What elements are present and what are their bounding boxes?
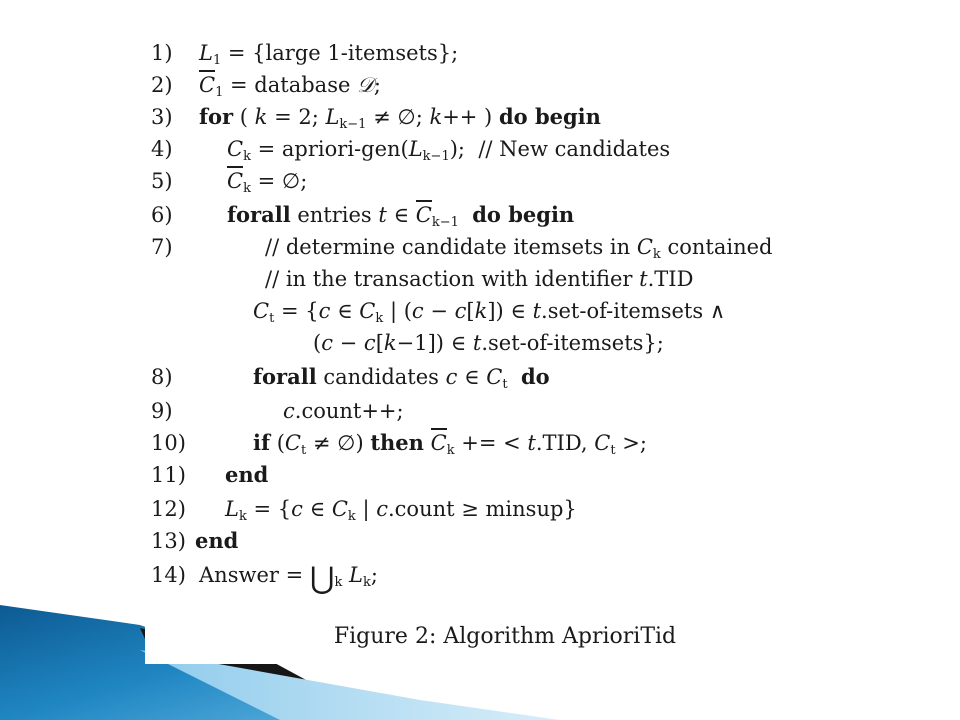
line-number: 6) (151, 203, 173, 227)
line-code: end (195, 528, 239, 553)
line-code: $C_k$ = ∅; (227, 166, 307, 196)
line-number: 10) (151, 431, 186, 455)
algorithm-figure (145, 30, 865, 664)
line-code: for ( k = 2; $L_{k-1}$ ≠ ∅; k++ ) do begin (199, 104, 601, 132)
line-number: 12) (151, 497, 186, 521)
line-code: $L_1$ = {large 1-itemsets}; (199, 41, 459, 68)
line-number: 5) (151, 169, 173, 193)
line-code: // determine candidate itemsets in $C_k$ contained (265, 235, 773, 262)
line-number: 2) (151, 73, 173, 97)
line-number: 8) (151, 365, 173, 389)
figure-caption: Figure 2: Algorithm AprioriTid (333, 624, 677, 649)
line-code: forall candidates c ∈ $C_t$ do (253, 364, 550, 392)
line-code: // in the transaction with identifier t.TID (265, 267, 694, 291)
line-code: Answer = $⋃_k$ $L_k$; (199, 561, 378, 596)
line-number: 4) (151, 137, 173, 161)
line-number: 14) (151, 563, 186, 587)
line-code: $L_k = \{c$ ∈ $C_k$ | c.count ≥ minsup} (225, 497, 577, 524)
line-code: $C_t = \{c$ ∈ $C_k$ | (c − c[k]) ∈ t.set-of-itemsets ∧ (253, 299, 726, 326)
line-code: (c − c[k−1]) ∈ t.set-of-itemsets}; (313, 331, 664, 355)
line-number: 13) (151, 529, 186, 553)
line-number: 9) (151, 399, 173, 423)
line-code: $C_k$ = apriori-$gen(L_{k-1})$; // New candidates (227, 137, 671, 164)
line-code: if ($C_t$ ≠ ∅) then $C_k$ += < t.TID, $C_t$ >; (253, 430, 647, 458)
line-number: 3) (151, 105, 173, 129)
line-code: end (225, 462, 269, 487)
line-number: 11) (151, 463, 186, 487)
line-code: forall entries t ∈ $C_{k-1}$ do begin (227, 202, 575, 230)
line-number: 1) (151, 41, 173, 65)
line-number: 7) (151, 235, 173, 259)
line-code: c.count++; (283, 399, 404, 423)
line-code: $C_1$ = database 𝒟; (199, 70, 381, 100)
